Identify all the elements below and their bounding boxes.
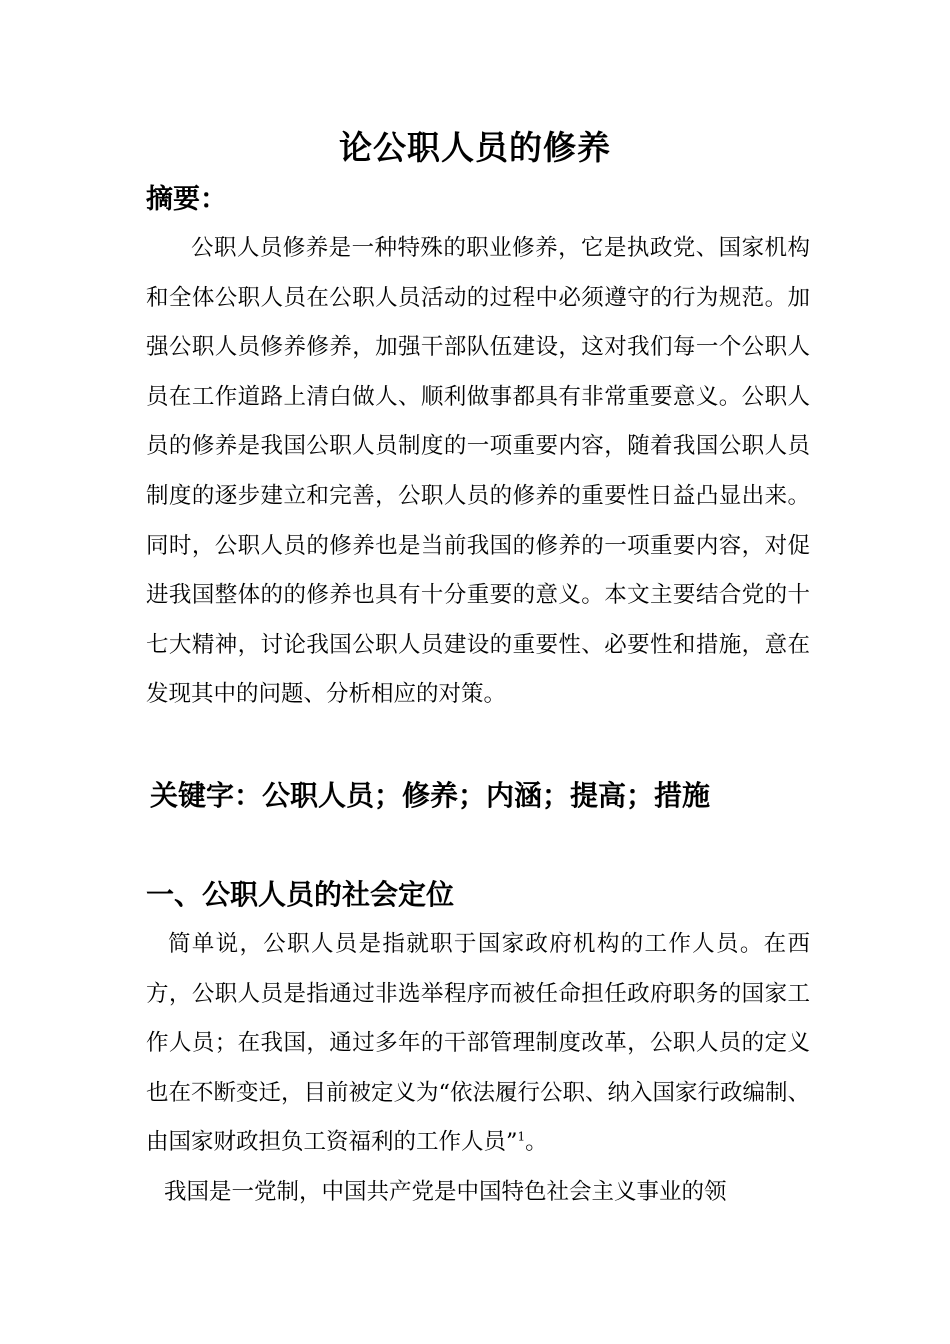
section-heading: 一、公职人员的社会定位 [146,878,455,911]
footnote-reference: 1 [517,1129,526,1144]
section-paragraph-1-end: 。 [525,1129,548,1156]
keywords-line: 关键字：公职人员；修养；内涵；提高；措施 [150,779,711,812]
abstract-label: 摘要： [146,184,227,215]
section-paragraph-1-text: 简单说，公职人员是指就职于国家政府机构的工作人员。在西方，公职人员是指通过非选举程序而被任命担任政府职务的国家工作人员；在我国，通过多年的干部管理制度改革，公职人员的定义也在不断变迁，目前被定义为“依法履行公职、纳入国家行政编制、由国家财政担负工资福利的工作人员” [146,931,811,1156]
section-paragraph-2: 我国是一党制，中国共产党是中国特色社会主义事业的领 [164,1179,727,1205]
section-paragraph-1 [146,920,810,1168]
abstract-paragraph: 公职人员修养是一种特殊的职业修养，它是执政党、国家机构和全体公职人员在公职人员活动的过程中必须遵守的行为规范。加强公职人员修养修养，加强干部队伍建设，这对我们每一个公职人员在工作道路上清白做人、顺利做事都具有非常重要意义。公职人员的修养是我国公职人员制度的一项重要内容，随着我国公职人员制度的逐步建立和完善，公职人员的修养的重要性日益凸显出来。同时，公职人员的修养也是当前我国的修养的一项重要内容，对促进我国整体的的修养也具有十分重要的意义。本文主要结合党的十七大精神，讨论我国公职人员建设的重要性、必要性和措施，意在发现其中的问题、分析相应的对策。 [146,235,810,708]
document-title: 论公职人员的修养 [339,128,611,167]
